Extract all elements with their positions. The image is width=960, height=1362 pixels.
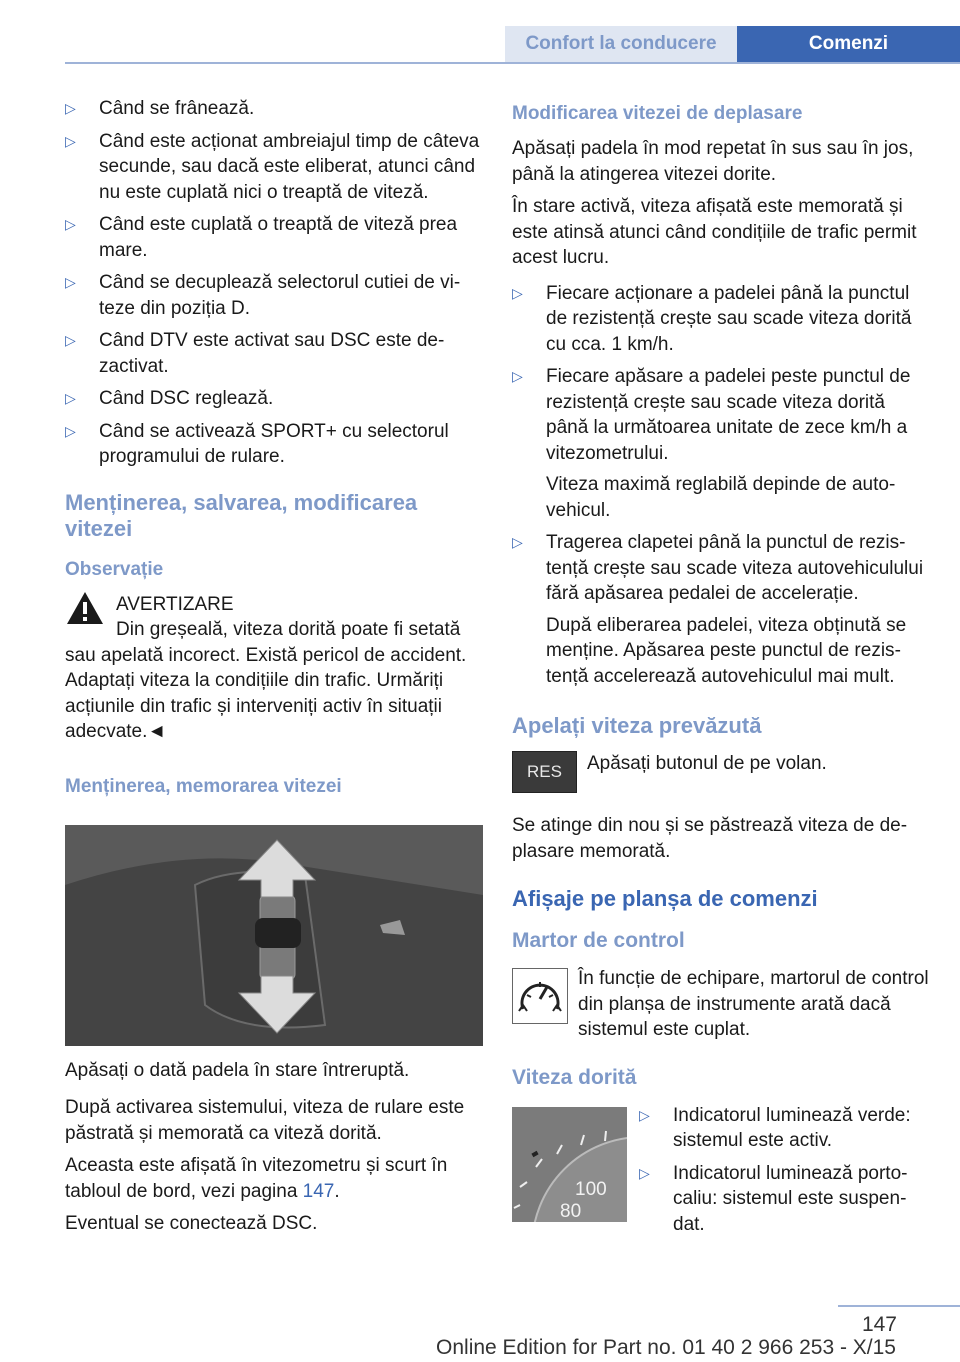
page-link[interactable]: 147 xyxy=(302,1180,335,1202)
section-heading: Menținerea, salvarea, modificarea vitezei xyxy=(65,489,418,541)
triangle-bullet-icon: ▷ xyxy=(639,1164,650,1181)
warning-text-continued: sau apelată incorect. Există pericol de accident. Adaptați viteza la condițiile din trafic. Urmăriți acțiunile din trafic și interveniți activ în situații adecvate.◄ xyxy=(65,644,467,742)
triangle-bullet-icon: ▷ xyxy=(512,534,523,550)
section-heading: Modificarea vitezei de deplasare xyxy=(512,103,803,124)
list-item: ▷ Când este cuplată o treaptă de viteză prea mare. xyxy=(65,214,458,261)
list-item: ▷ Fiecare apăsare a padelei peste punctul de rezistență crește sau scade viteza dorită până la următoarea unitate de zece km/h a vitezometrului. Viteza maximă reglabilă depinde de autovehicul. xyxy=(512,366,911,521)
condition-list xyxy=(65,96,483,470)
section-tab: Confort la conducere xyxy=(505,26,737,62)
gauge-label-80: 80 xyxy=(560,1200,582,1222)
res-row: RES Apăsați butonul de pe volan. xyxy=(512,751,930,795)
paragraph: Se atinge din nou și se păstrează viteza de deplasare memorată. xyxy=(512,815,908,862)
right-column xyxy=(512,96,930,1244)
triangle-bullet-icon: ▷ xyxy=(65,132,76,149)
list-item: ▷ Indicatorul luminează verde: sistemul este activ. xyxy=(639,1104,911,1151)
section-heading: Afișaje pe planșa de comenzi xyxy=(512,886,818,911)
list-item: ▷ Când DSC reglează. xyxy=(65,386,483,412)
triangle-bullet-icon: ▷ xyxy=(512,368,523,384)
list-item: ▷ Când se frânează. xyxy=(65,96,483,122)
warning-title: AVERTIZARE xyxy=(116,593,234,615)
steering-wheel-photo xyxy=(65,825,483,1046)
warning-text: Din greșeală, viteza dorită poate fi setată xyxy=(116,619,461,640)
speed-change-list xyxy=(512,281,930,690)
list-item: ▷ Când DTV este activat sau DSC este dezactivat. xyxy=(65,330,445,377)
sub-heading: Menținerea, memorarea vitezei xyxy=(65,775,342,797)
sub-heading: Martor de control xyxy=(512,929,685,952)
paragraph: Apăsați o dată padela în stare întreruptă. xyxy=(65,1059,410,1081)
triangle-bullet-icon: ▷ xyxy=(512,284,523,301)
indicator-row: În funcție de echipare, martorul de control din planșa de instrumente arată dacă sistemul este cuplat. xyxy=(512,966,930,1043)
gauge-label-100: 100 xyxy=(575,1178,607,1200)
warning-icon xyxy=(65,590,105,634)
triangle-bullet-icon: ▷ xyxy=(65,332,76,348)
sub-heading: Viteza dorită xyxy=(512,1065,637,1089)
paragraph: Aceasta este afișată în vitezometru și scurt în tabloul de bord, vezi pagina 147. xyxy=(65,1155,448,1202)
res-button-icon: RES xyxy=(512,751,577,793)
list-item: ▷ Indicatorul luminează portocaliu: sistemul este suspendat. xyxy=(639,1162,908,1235)
speedometer-photo xyxy=(512,1107,627,1222)
paragraph: Apăsați padela în mod repetat în sus sau în jos, până la atingerea vitezei dorite. xyxy=(512,138,914,185)
cruise-indicator-icon xyxy=(512,968,568,1024)
indicator-list xyxy=(639,1103,930,1238)
left-column xyxy=(65,96,483,1244)
paragraph: Eventual se conectează DSC. xyxy=(65,1213,318,1234)
page-number: 147 xyxy=(861,1313,897,1336)
warning-block xyxy=(65,592,483,745)
paragraph: În stare activă, viteza afișată este memorată și este atinsă atunci când condițiile de trafic permit acest lucru. xyxy=(512,196,917,268)
edition-note: Online Edition for Part no. 01 40 2 966 253 - X/15 xyxy=(436,1336,896,1359)
section-heading: Apelați viteza prevăzută xyxy=(512,713,762,738)
list-item: ▷ Când este acționat ambreiajul timp de câteva secunde, sau dacă este eliberat, atunci când nu este cuplată nici o treaptă de viteză. xyxy=(65,130,480,203)
triangle-bullet-icon: ▷ xyxy=(65,422,76,439)
chapter-tab: Comenzi xyxy=(737,26,960,62)
triangle-bullet-icon: ▷ xyxy=(65,100,76,116)
footer-rule xyxy=(838,1305,960,1307)
triangle-bullet-icon: ▷ xyxy=(65,274,76,290)
list-item: ▷ Tragerea clapetei până la punctul de rezistență crește sau scade viteza autovehiculului fără apăsarea pedalei de accelerație. După eliberarea padelei, viteza obținută se menține. Apăsarea peste punctul de rezistență accelerează autovehiculul mai mult. xyxy=(512,532,924,687)
page-header xyxy=(0,0,960,64)
triangle-bullet-icon: ▷ xyxy=(65,216,76,232)
list-item: ▷ Fiecare acționare a padelei până la punctul de rezistență crește sau scade viteza dorită cu cca. 1 km/h. xyxy=(512,282,912,355)
list-item: ▷ Când se activează SPORT+ cu selectorul programului de rulare. xyxy=(65,420,449,467)
paragraph: După activarea sistemului, viteza de rulare este păstrată și memorată ca viteză dorită. xyxy=(65,1097,465,1144)
list-item: ▷ Când se decuplează selectorul cutiei de viteze din poziția D. xyxy=(65,272,461,319)
triangle-bullet-icon: ▷ xyxy=(65,390,76,406)
triangle-bullet-icon: ▷ xyxy=(639,1106,650,1123)
note-heading: Observație xyxy=(65,558,164,580)
header-rule xyxy=(65,62,960,64)
desired-speed-row xyxy=(512,1103,930,1238)
